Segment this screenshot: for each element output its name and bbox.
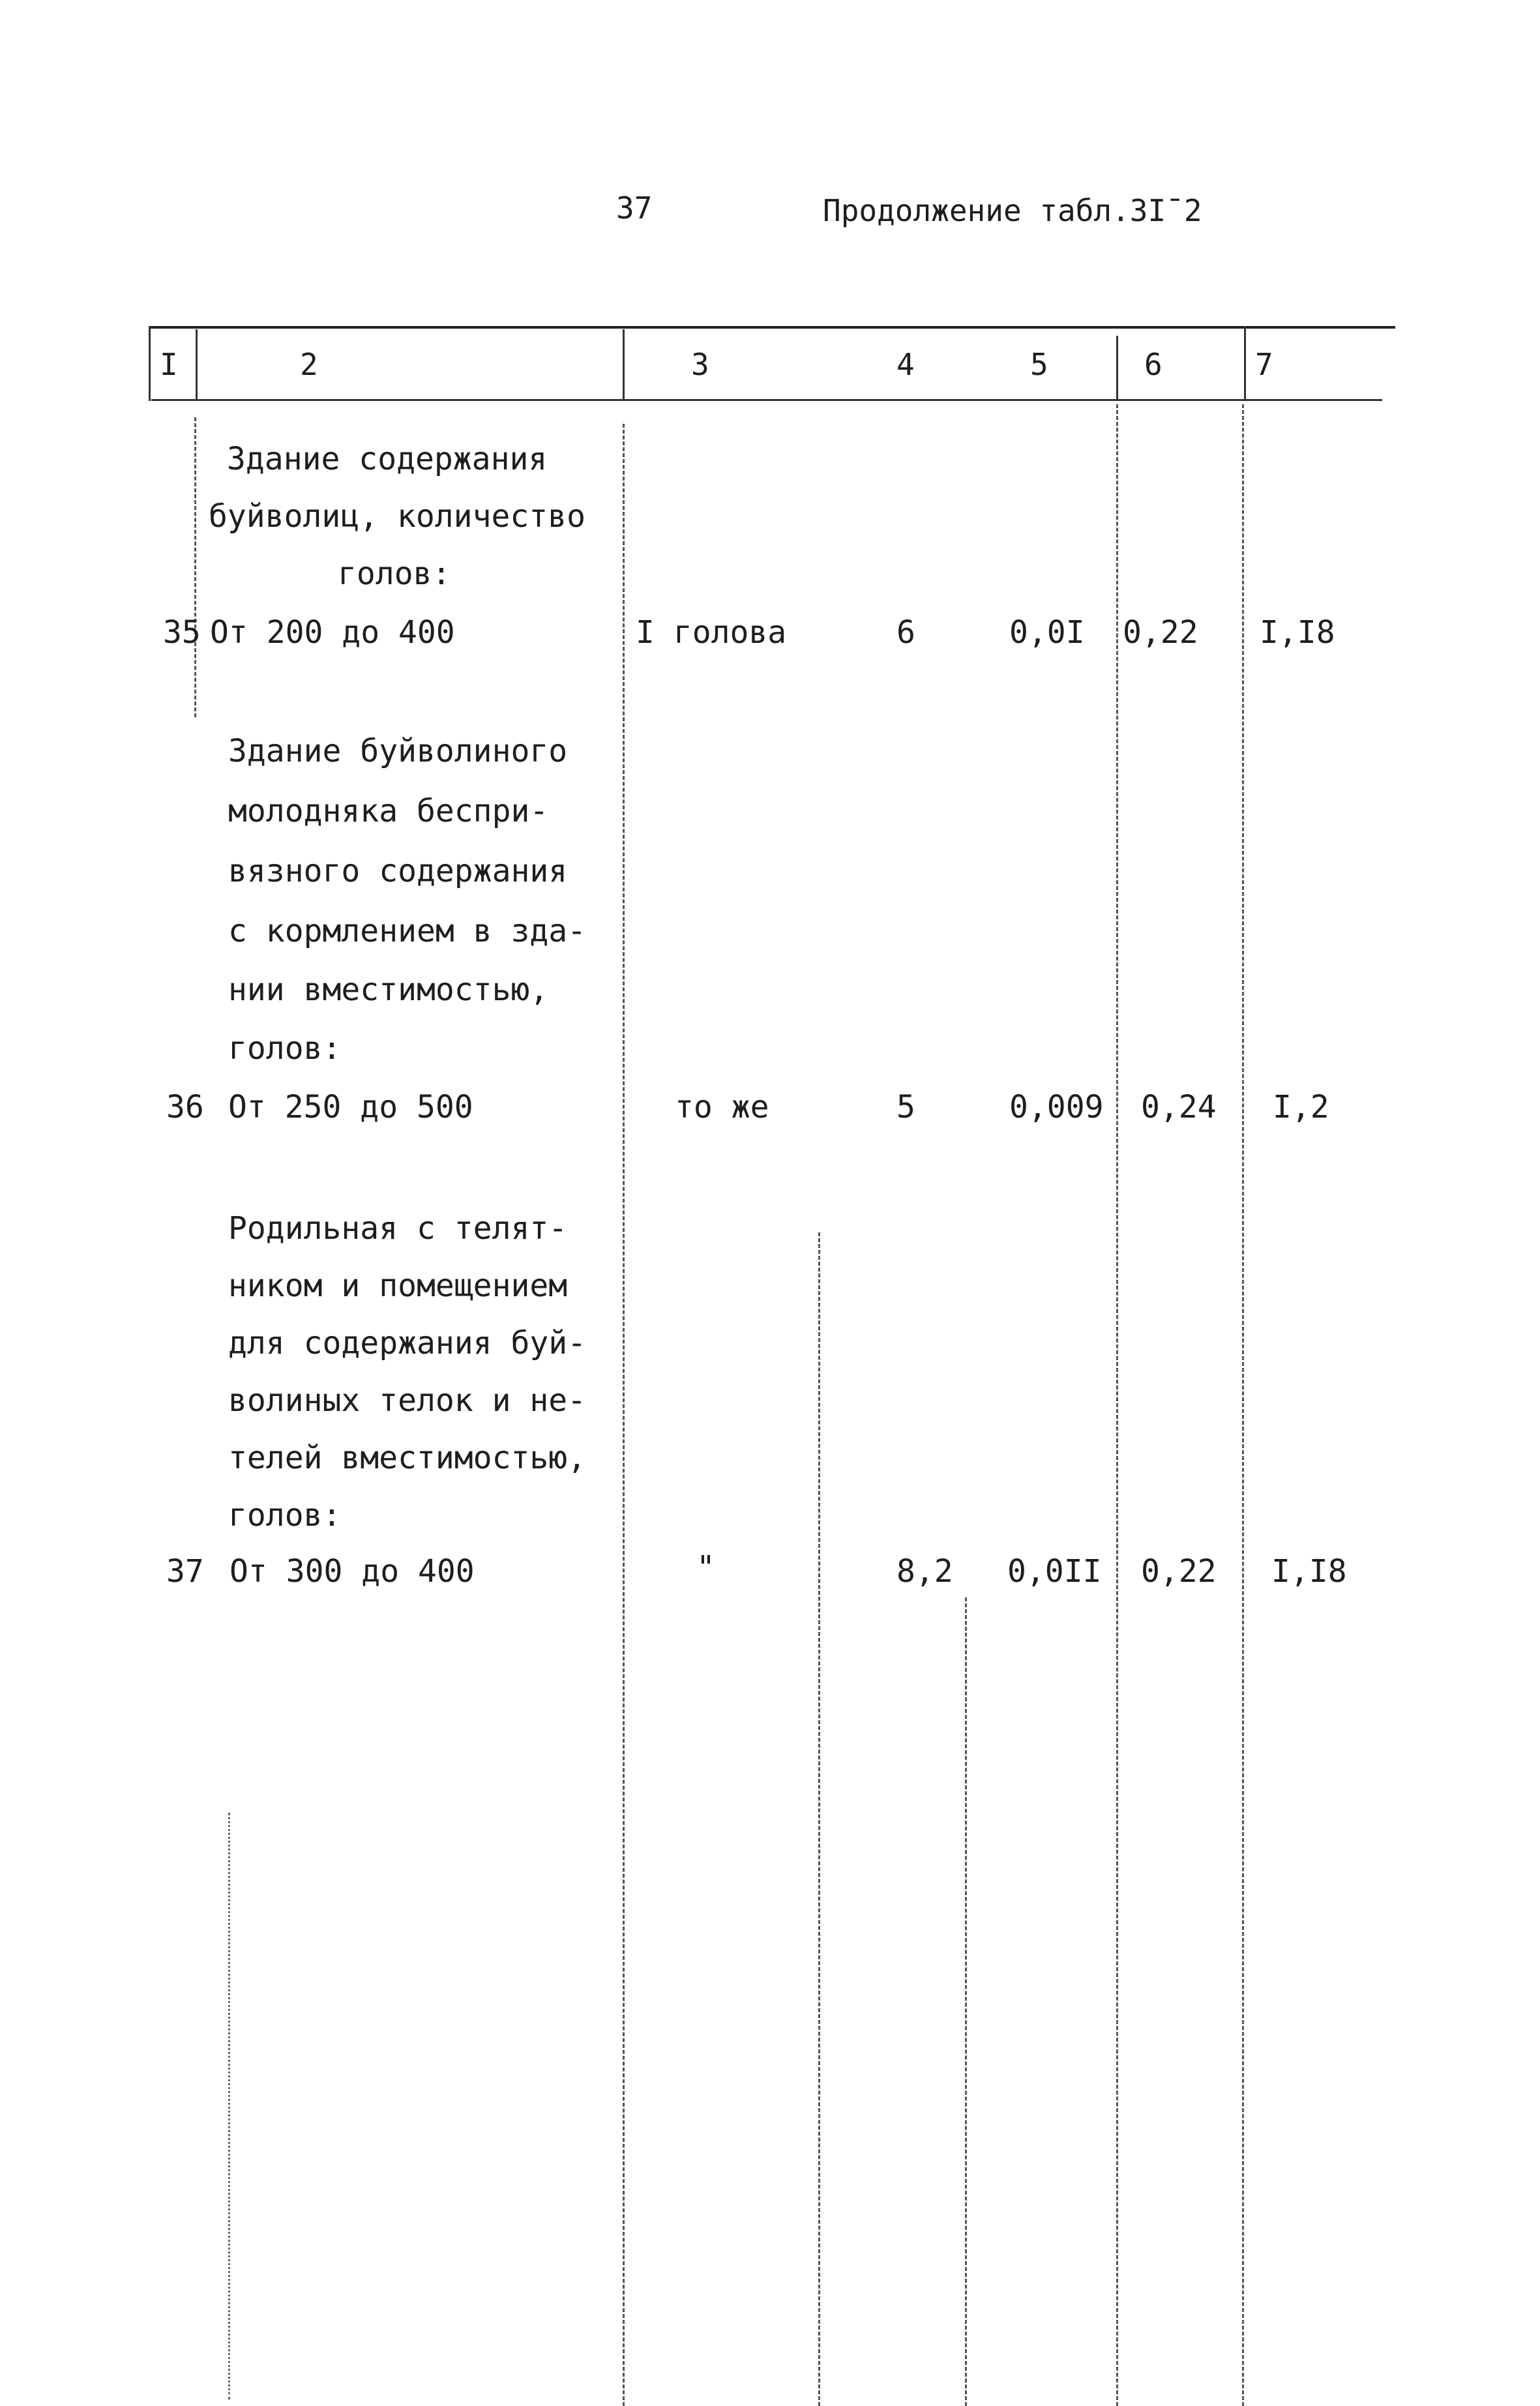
- table-continuation-title: Продолжение табл.3I¯2: [823, 193, 1202, 228]
- col-header-5: 5: [1030, 347, 1048, 382]
- row-col7: I,I8: [1260, 614, 1335, 651]
- col-divider-1-2: [196, 329, 198, 401]
- col-divider-left: [149, 326, 151, 401]
- group-title-line: вязного содержания: [228, 853, 568, 889]
- row-col6: 0,22: [1123, 614, 1198, 651]
- group-title-line: голов:: [228, 1497, 342, 1534]
- col-header-2: 2: [300, 347, 318, 382]
- body-divider-3-4: [818, 1232, 820, 2406]
- group-title-line: ником и помещением: [228, 1268, 568, 1304]
- table-top-rule: [149, 326, 1395, 329]
- body-divider-1-2: [194, 417, 196, 717]
- group-title-line: телей вместимостью,: [228, 1440, 587, 1476]
- col-header-6: 6: [1144, 347, 1162, 382]
- group-title-line: для содержания буй-: [228, 1325, 587, 1361]
- col-header-7: 7: [1255, 347, 1273, 382]
- row-col4: 5: [896, 1089, 915, 1125]
- group-title-line: волиных телок и не-: [228, 1382, 587, 1419]
- group-title-line: голов:: [228, 1030, 342, 1067]
- col-header-4: 4: [896, 347, 915, 382]
- row-number: 37: [166, 1553, 204, 1590]
- row-col5: 0,009: [1009, 1089, 1104, 1125]
- row-col6: 0,22: [1141, 1553, 1217, 1590]
- col-divider-5-6: [1116, 336, 1118, 401]
- group-title-line: Здание буйволиного: [228, 733, 568, 769]
- page-number: 37: [616, 190, 653, 226]
- row-col5: 0,0II: [1007, 1553, 1102, 1590]
- group-title-line: Родильная с телят-: [228, 1210, 568, 1247]
- body-divider-left-lower: [228, 1813, 230, 2399]
- row-unit: ": [696, 1549, 715, 1586]
- col-divider-6-7: [1244, 326, 1246, 401]
- row-number: 35: [163, 614, 201, 651]
- group-title-line: с кормлением в зда-: [228, 913, 587, 949]
- group-title-line: Здание содержания: [227, 441, 548, 477]
- row-col4: 8,2: [896, 1553, 953, 1590]
- row-number: 36: [166, 1089, 204, 1125]
- row-col5: 0,0I: [1009, 614, 1085, 651]
- body-divider-2-3: [623, 424, 625, 2406]
- col-header-3: 3: [691, 347, 709, 382]
- row-name: От 300 до 400: [230, 1553, 475, 1590]
- col-divider-2-3: [623, 329, 625, 401]
- group-title-line: нии вместимостью,: [228, 972, 549, 1008]
- group-title-line: голов:: [338, 556, 451, 592]
- col-header-1: I: [160, 347, 178, 382]
- row-name: От 200 до 400: [210, 614, 455, 651]
- group-title-line: буйволиц, количество: [209, 498, 585, 535]
- row-unit: I голова: [636, 614, 787, 651]
- row-name: От 250 до 500: [228, 1089, 473, 1125]
- row-unit: то же: [675, 1089, 769, 1125]
- body-divider-6-7: [1242, 404, 1244, 2406]
- row-col7: I,I8: [1271, 1553, 1347, 1590]
- body-divider-5-6: [1116, 404, 1118, 2406]
- row-col6: 0,24: [1141, 1089, 1217, 1125]
- group-title-line: молодняка беспри-: [228, 793, 549, 829]
- row-col4: 6: [896, 614, 915, 651]
- row-col7: I,2: [1273, 1089, 1329, 1125]
- body-divider-4-5: [965, 1597, 967, 2406]
- header-bottom-rule: [151, 399, 1382, 401]
